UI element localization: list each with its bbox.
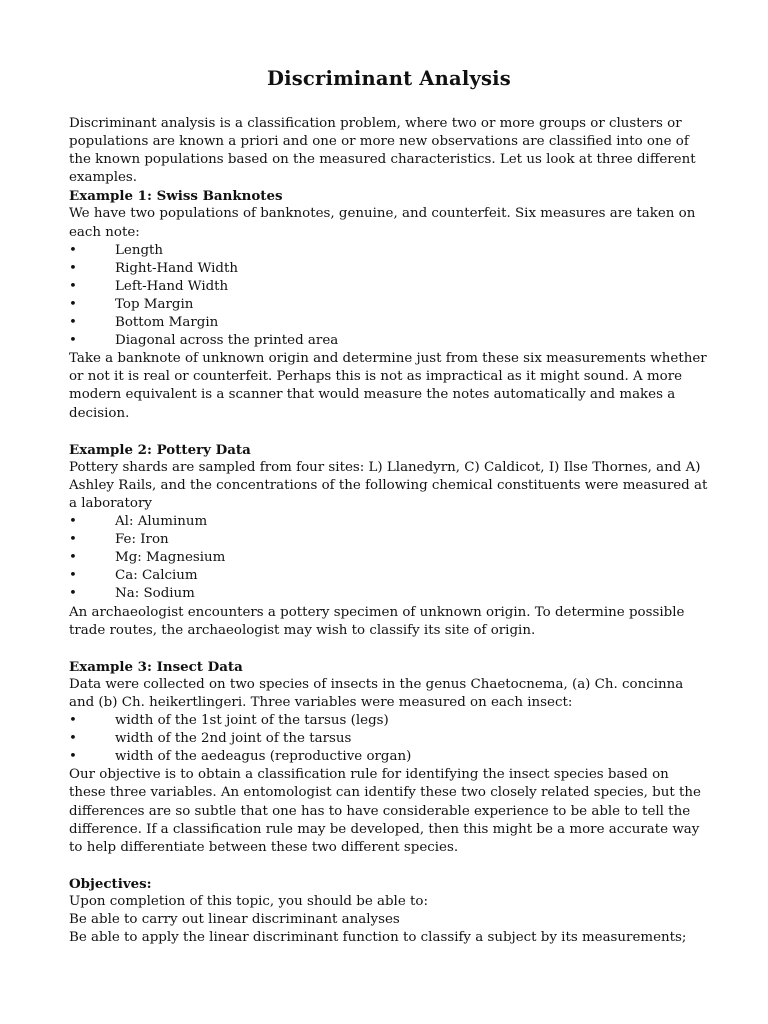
bullet-icon: • bbox=[69, 333, 77, 349]
bullet-icon: • bbox=[69, 586, 77, 602]
section-gap bbox=[69, 857, 709, 875]
list-item: • Left-Hand Width bbox=[69, 278, 709, 296]
list-item: • Fe: Iron bbox=[69, 531, 709, 549]
bullet-icon: • bbox=[69, 296, 77, 312]
bullet-icon: • bbox=[69, 550, 77, 566]
example2-after: An archaeologist encounters a pottery specimen of unknown origin. To determine possible trade routes, the archaeologist may wish to classify its site of origin. bbox=[69, 604, 685, 638]
example1-list bbox=[69, 242, 709, 351]
example3-heading: Example 3: Insect Data bbox=[69, 658, 243, 675]
example3-lead: Data were collected on two species of insects in the genus Chaetocnema, (a) Ch. concinna and (b) Ch. heikertlingeri. Three variables were measured on each insect: bbox=[69, 676, 684, 710]
bullet-icon: • bbox=[69, 568, 77, 584]
bullet-icon: • bbox=[69, 532, 77, 548]
document-title: Discriminant Analysis bbox=[267, 67, 511, 90]
objectives-line: Be able to apply the linear discriminant function to classify a subject by its measurements; bbox=[69, 930, 687, 946]
list-item: • Top Margin bbox=[69, 296, 709, 314]
list-item: • Mg: Magnesium bbox=[69, 549, 709, 567]
example2-heading: Example 2: Pottery Data bbox=[69, 441, 251, 458]
example2-list bbox=[69, 513, 709, 603]
objectives-heading: Objectives: bbox=[69, 875, 152, 892]
bullet-icon: • bbox=[69, 315, 77, 331]
bullet-icon: • bbox=[69, 731, 77, 747]
bullet-icon: • bbox=[69, 278, 77, 294]
bullet-icon: • bbox=[69, 514, 77, 530]
list-item: • Al: Aluminum bbox=[69, 513, 709, 531]
example3-after: Our objective is to obtain a classification rule for identifying the insect species based on these three variables. An entomologist can identify these two closely related species, but the differences are so subtle that one has to have considerable experience to be able to tell the difference. If a classification rule may be developed, then this might be a more accurate way to help differentiate between these two different species. bbox=[69, 767, 701, 855]
list-item: • width of the 2nd joint of the tarsus bbox=[69, 730, 709, 748]
example3-list bbox=[69, 712, 709, 766]
section-gap bbox=[69, 640, 709, 658]
list-item: • width of the aedeagus (reproductive organ) bbox=[69, 748, 709, 766]
intro-paragraph: Discriminant analysis is a classification problem, where two or more groups or clusters or populations are known a priori and one or more new observations are classified into one of the known populations based on the measured characteristics. Let us look at three different examples. bbox=[69, 116, 696, 186]
example1-heading: Example 1: Swiss Banknotes bbox=[69, 188, 283, 205]
example2-lead: Pottery shards are sampled from four sites: L) Llanedyrn, C) Caldicot, I) Ilse Thornes, and A) Ashley Rails, and the concentrations of the following chemical constituents were measured at a laboratory bbox=[69, 459, 708, 511]
bullet-icon: • bbox=[69, 242, 77, 258]
list-item: • width of the 1st joint of the tarsus (legs) bbox=[69, 712, 709, 730]
list-item: • Ca: Calcium bbox=[69, 567, 709, 585]
list-item: • Diagonal across the printed area bbox=[69, 332, 709, 350]
list-item: • Length bbox=[69, 242, 709, 260]
bullet-icon: • bbox=[69, 260, 77, 276]
bullet-icon: • bbox=[69, 749, 77, 765]
objectives-line: Upon completion of this topic, you should be able to: bbox=[69, 894, 428, 910]
example1-after: Take a banknote of unknown origin and determine just from these six measurements whether or not it is real or counterfeit. Perhaps this is not as impractical as it might sound. A more modern equivalent is a scanner that would measure the notes automatically and makes a decision. bbox=[69, 351, 707, 421]
objectives-line: Be able to carry out linear discriminant analyses bbox=[69, 912, 400, 928]
section-gap bbox=[69, 423, 709, 441]
list-item: • Bottom Margin bbox=[69, 314, 709, 332]
list-item: • Na: Sodium bbox=[69, 585, 709, 603]
example1-lead: We have two populations of banknotes, genuine, and counterfeit. Six measures are taken on each note: bbox=[69, 206, 696, 240]
list-item: • Right-Hand Width bbox=[69, 260, 709, 278]
document-page bbox=[69, 66, 709, 947]
bullet-icon: • bbox=[69, 713, 77, 729]
